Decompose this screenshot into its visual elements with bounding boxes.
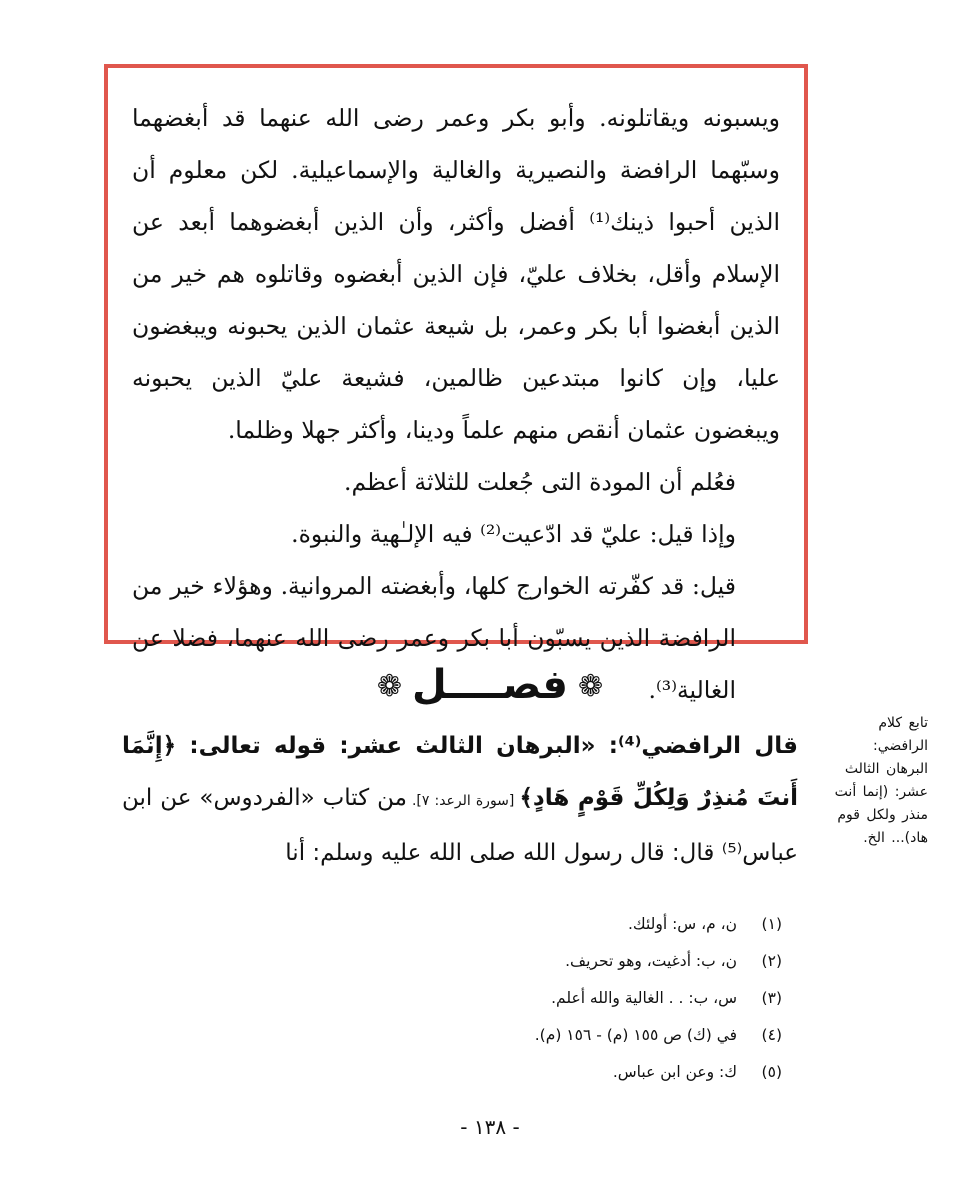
- quran-verse: ﴿إِنَّمَا أَنتَ مُنذِرٌ وَلِكُلِّ قَوْمٍ هَادٍ﴾: [122, 733, 798, 811]
- footnote-number: (٤): [761, 1026, 782, 1044]
- page-number: - ١٣٨ -: [460, 1115, 520, 1139]
- footnotes: [420, 906, 782, 1091]
- margin-note: تابع كلام الرافضي: البرهان الثالث عشر: (إنما أنت منذر ولكل قوم هاد)... الخ.: [834, 715, 928, 846]
- footnote-item: [420, 906, 782, 943]
- footnote-number: (٥): [761, 1063, 782, 1081]
- footnote-text: ك: وعن ابن عباس.: [612, 1063, 738, 1081]
- footnote-text: س، ب: . . الغالية والله أعلم.: [551, 989, 738, 1007]
- passage-paragraph-3: وإذا قيل: عليّ قد ادّعيت⁽²⁾ فيه الإلـٰهية والنبوة.: [291, 520, 736, 548]
- footnote-item: [420, 943, 782, 980]
- footnote-text: ن، ب: أدغيت، وهو تحريف.: [565, 952, 738, 970]
- passage-paragraph-1: ويسبونه ويقاتلونه. وأبو بكر وعمر رضى الله عنهما قد أبغضهما وسبّهما الرافضة والنصيرية والغالية والإسماعيلية. لكن معلوم أن الذين أحبوا ذينك⁽¹⁾ أفضل وأكثر، وأن الذين أبغضوهما أبعد عن الإسلام وأقل، بخلاف عليّ، فإن الذين أبغضوه وقاتلوه هم خير من الذين أبغضوا أبا بكر وعمر، بل شيعة عثمان الذين يحبونه ويبغضون عليا، وإن كانوا مبتدعين ظالمين، فشيعة عليّ الذين يحبونه ويبغضون عثمان أنقص منهم علماً ودينا، وأكثر جهلا وظلما.: [132, 104, 780, 444]
- footnote-number: (١): [761, 915, 782, 933]
- ornament-icon: ❁: [376, 669, 402, 704]
- footnote-item: [420, 1017, 782, 1054]
- section-heading: [300, 650, 680, 720]
- verse-reference: [سورة الرعد: ٧].: [406, 793, 520, 809]
- speaker-label: قال الرافضي⁽⁴⁾:: [595, 733, 798, 759]
- main-text: [122, 720, 798, 879]
- main-body: من كتاب «الفردوس» عن ابن عباس⁽⁵⁾ قال: قال رسول الله صلى الله عليه وسلم: أنا: [122, 785, 798, 866]
- footnote-item: [420, 1054, 782, 1091]
- section-title: فصــــل: [412, 662, 568, 708]
- passage-paragraph-2: فعُلم أن المودة التى جُعلت للثلاثة أعظم.: [343, 468, 736, 496]
- passage-paragraph-4: قيل: قد كفّرته الخوارج كلها، وأبغضته المروانية. وهؤلاء خير من الرافضة الذين يسبّون أبا بكر وعمر رضى الله عنهما، فضلا عن الغالية⁽³⁾.: [132, 572, 736, 704]
- footnote-text: ن، م، س: أولئك.: [627, 915, 738, 933]
- footnote-number: (٢): [761, 952, 782, 970]
- ornament-icon: ❁: [578, 669, 604, 704]
- footnote-item: [420, 980, 782, 1017]
- footnote-text: في (ك) ص ١٥٥ (م) - ١٥٦ (م).: [534, 1026, 738, 1044]
- proof-heading: «البرهان الثالث عشر: قوله تعالى:: [176, 733, 596, 759]
- footnote-number: (٣): [761, 989, 782, 1007]
